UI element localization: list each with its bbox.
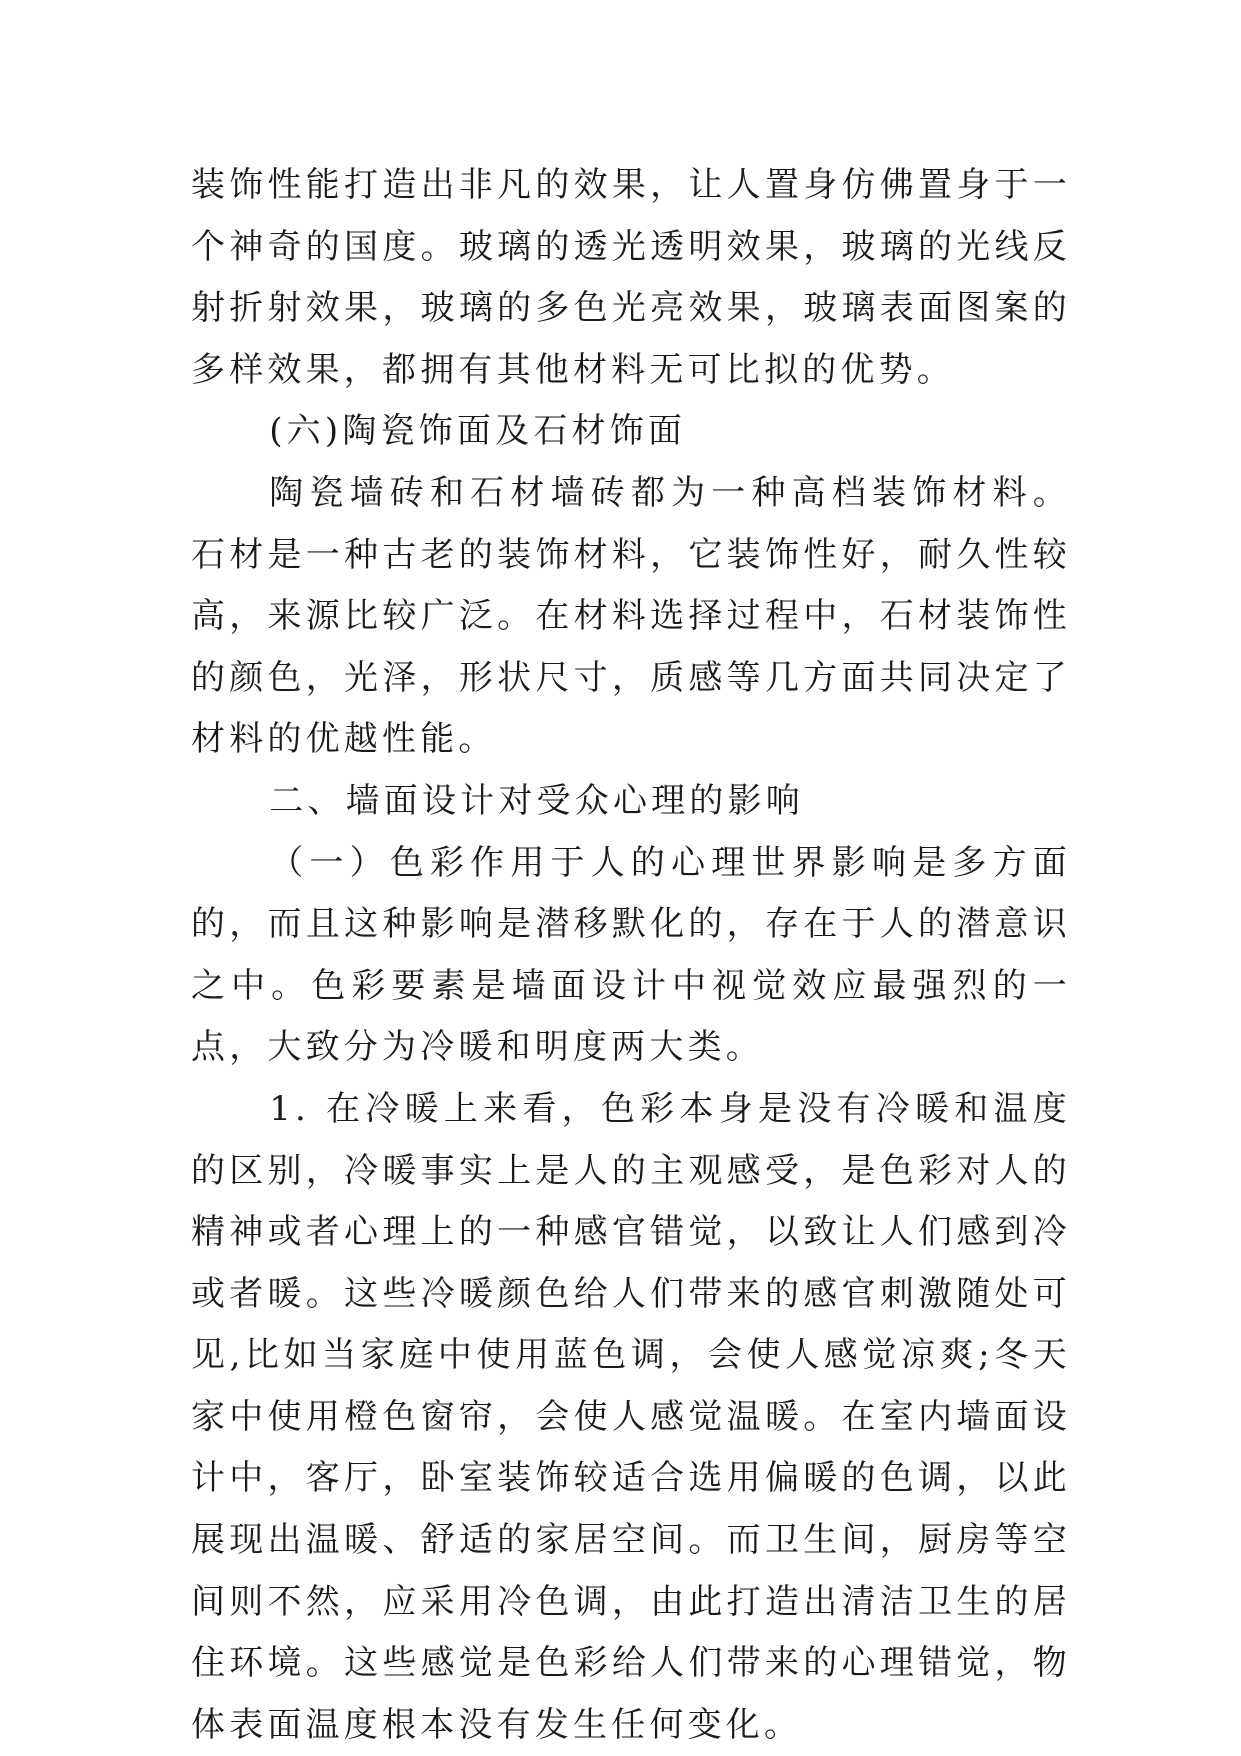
paragraph-color-influence: （一）色彩作用于人的心理世界影响是多方面的，而且这种影响是潜移默化的，存在于人的潜意识之中。色彩要素是墙面设计中视觉效应最强烈的一点，大致分为冷暖和明度两大类。 bbox=[191, 842, 1071, 1068]
section-heading-ceramic-stone: (六)陶瓷饰面及石材饰面 bbox=[269, 411, 687, 452]
paragraph-warm-cool: 1. 在冷暖上来看，色彩本身是没有冷暖和温度的区别，冷暖事实上是人的主观感受，是色彩对人的精神或者心理上的一种感官错觉，以致让人们感到冷或者暖。这些冷暖颜色给人们带来的感官刺激随处可见,比如当家庭中使用蓝色调，会使人感觉凉爽;冬天家中使用橙色窗帘，会使人感觉温暖。在室内墙面设计中，客厅，卧室装饰较适合选用偏暖的色调，以此展现出温暖、舒适的家居空间。而卫生间，厨房等空间则不然，应采用冷色调，由此打造出清洁卫生的居住环境。这些感觉是色彩给人们带来的心理错觉，物体表面温度根本没有发生任何变化。 bbox=[191, 1088, 1071, 1745]
section-heading-psychology: 二、墙面设计对受众心理的影响 bbox=[269, 780, 804, 821]
paragraph-glass-effects: 装饰性能打造出非凡的效果，让人置身仿佛置身于一个神奇的国度。玻璃的透光透明效果，玻璃的光线反射折射效果，玻璃的多色光亮效果，玻璃表面图案的多样效果，都拥有其他材料无可比拟的优势。 bbox=[191, 165, 1071, 390]
body-text bbox=[191, 155, 1071, 1756]
paragraph-stone-materials: 陶瓷墙砖和石材墙砖都为一种高档装饰材料。石材是一种古老的装饰材料，它装饰性好，耐久性较高，来源比较广泛。在材料选择过程中，石材装饰性的颜色，光泽，形状尺寸，质感等几方面共同决定了材料的优越性能。 bbox=[191, 472, 1071, 760]
